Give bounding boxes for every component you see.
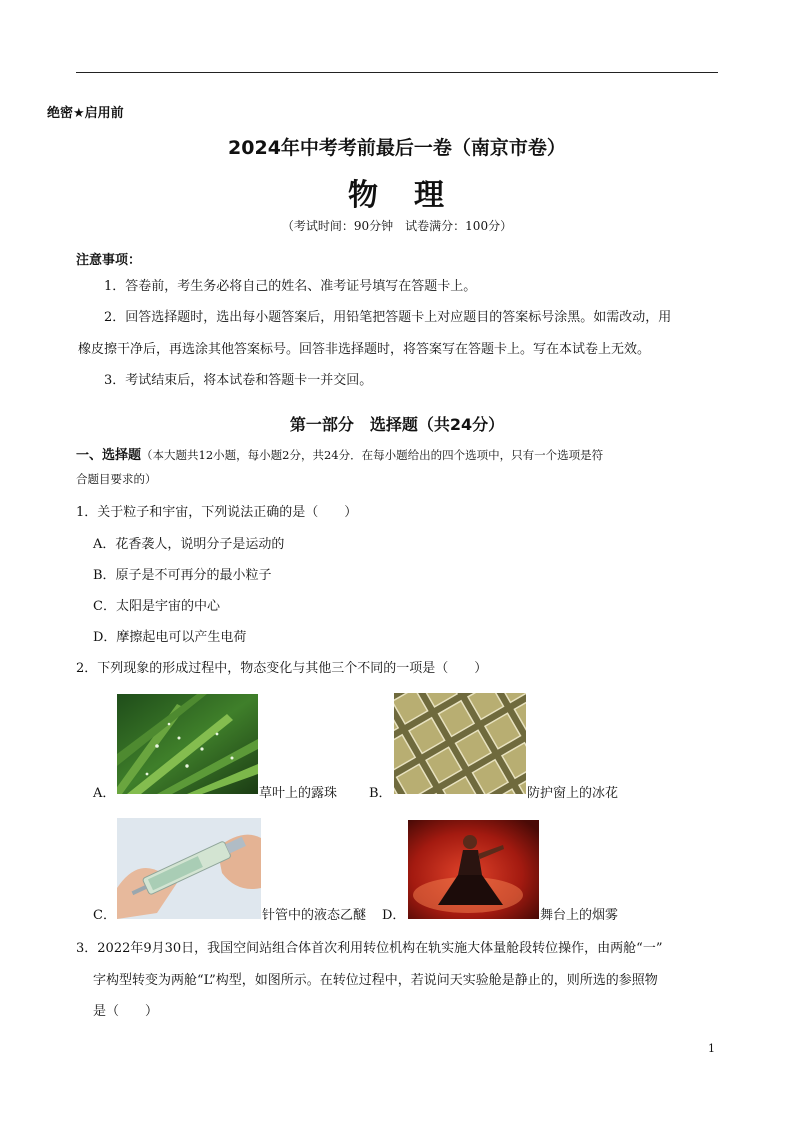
notice-item-3: 3．考试结束后，将本试卷和答题卡一并交回。 bbox=[104, 373, 373, 388]
q2-option-c-letter: C． bbox=[93, 908, 116, 923]
instruction-bold: 一、选择题 bbox=[76, 448, 142, 463]
stage-smoke-image bbox=[408, 820, 539, 919]
section-instruction-cont: 合题目要求的） bbox=[76, 472, 157, 486]
header-rule bbox=[76, 72, 718, 73]
frost-window-image bbox=[394, 693, 526, 794]
syringe-ether-image bbox=[117, 818, 261, 919]
q1-option-b: B．原子是不可再分的最小粒子 bbox=[93, 568, 272, 583]
notice-item-2: 2．回答选择题时，选出每小题答案后，用铅笔把答题卡上对应题目的答案标号涂黑。如需改动，用 bbox=[104, 310, 672, 325]
secret-label: 绝密★启用前 bbox=[47, 106, 124, 121]
page-number: 1 bbox=[708, 1042, 715, 1055]
dew-on-grass-image bbox=[117, 694, 258, 794]
q2-option-b-caption: 防护窗上的冰花 bbox=[527, 786, 619, 801]
instruction-text: （本大题共12小题，每小题2分，共24分．在每小题给出的四个选项中，只有一个选项是符 bbox=[141, 448, 604, 462]
q1-option-c: C．太阳是宇宙的中心 bbox=[93, 599, 220, 614]
subject-char-2: 理 bbox=[414, 178, 446, 213]
q1-stem: 1．关于粒子和宇宙，下列说法正确的是（ ） bbox=[76, 505, 358, 520]
exam-meta: （考试时间：90分钟 试卷满分：100分） bbox=[281, 219, 513, 233]
notice-heading: 注意事项： bbox=[76, 253, 142, 268]
section-title: 第一部分 选择题（共24分） bbox=[289, 415, 505, 434]
q2-option-c-caption: 针管中的液态乙醚 bbox=[262, 908, 367, 923]
q2-option-a-caption: 草叶上的露珠 bbox=[259, 786, 338, 801]
q1-option-d: D．摩擦起电可以产生电荷 bbox=[93, 630, 247, 645]
subject-char-1: 物 bbox=[348, 178, 380, 213]
q2-option-b-letter: B． bbox=[369, 786, 392, 801]
exam-title: 2024年中考考前最后一卷（南京市卷） bbox=[228, 137, 566, 159]
notice-item-1: 1．答卷前，考生务必将自己的姓名、准考证号填写在答题卡上。 bbox=[104, 279, 477, 294]
q2-option-d-letter: D． bbox=[382, 908, 406, 923]
subject-title bbox=[0, 170, 794, 214]
q2-stem: 2．下列现象的形成过程中，物态变化与其他三个不同的一项是（ ） bbox=[76, 661, 488, 676]
section-instruction bbox=[76, 444, 603, 463]
q1-option-a: A．花香袭人，说明分子是运动的 bbox=[93, 537, 285, 552]
q3-stem-line-2: 字构型转变为两舱“L”构型，如图所示。在转位过程中，若说问天实验舱是静止的，则所选的参照物 bbox=[93, 973, 658, 988]
q3-stem-line-1: 3．2022年9月30日，我国空间站组合体首次利用转位机构在轨实施大体量舱段转位操作，由两舱“一” bbox=[76, 941, 663, 956]
q2-option-a-letter: A． bbox=[93, 786, 116, 801]
notice-item-2-cont: 橡皮擦干净后，再选涂其他答案标号。回答非选择题时，将答案写在答题卡上。写在本试卷上无效。 bbox=[78, 342, 651, 357]
q2-option-d-caption: 舞台上的烟雾 bbox=[540, 908, 619, 923]
q3-stem-line-3: 是（ ） bbox=[93, 1004, 159, 1019]
